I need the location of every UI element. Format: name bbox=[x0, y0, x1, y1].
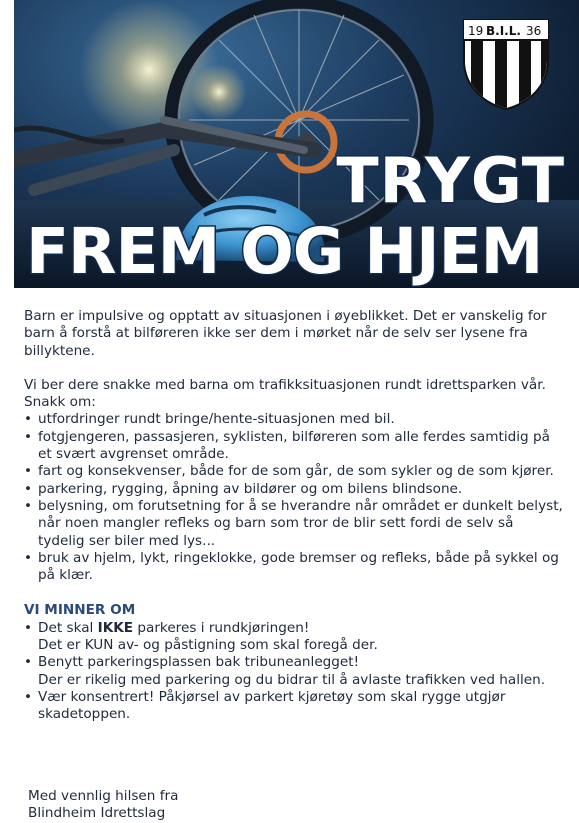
reminder-text: Det skal bbox=[38, 619, 98, 636]
reminder-text: parkeres i rundkjøringen! bbox=[133, 619, 310, 636]
topics-list bbox=[24, 411, 564, 584]
intro-request: Vi ber dere snakke med barna om trafikksituasjonen rundt idrettsparken vår. bbox=[24, 376, 546, 393]
reminder-text: Benytt parkeringsplassen bak tribuneanlegget! bbox=[38, 654, 360, 671]
intro-talk-about: Snakk om: bbox=[24, 394, 96, 411]
reminders-heading: VI MINNER OM bbox=[24, 602, 136, 619]
title-line-2: FREM OG HJEM bbox=[26, 215, 543, 288]
list-item: • fart og konsekvenser, både for de som går, de som sykler og de som kjører. bbox=[24, 463, 564, 480]
reminder-subtext: Det er KUN av- og påstigning som skal foregå der. bbox=[38, 637, 378, 654]
light-glow-small bbox=[191, 64, 247, 120]
reminders-list bbox=[24, 620, 564, 724]
list-item bbox=[24, 620, 564, 655]
logo-year-right: 36 bbox=[526, 24, 542, 38]
logo-name: B.I.L. bbox=[486, 24, 521, 38]
intro-paragraph: Barn er impulsive og opptatt av situasjonen i øyeblikket. Det er vanskelig for barn å forstå at bilføreren ikke ser dem i mørket når de selv ser lysene fra billyktene. bbox=[24, 308, 547, 359]
list-item bbox=[24, 654, 564, 689]
reminder-subtext: Der er rikelig med parkering og du bidrar til å avlaste trafikken ved hallen. bbox=[38, 671, 546, 688]
list-item: • fotgjengeren, passasjeren, syklisten, bilføreren som alle ferdes samtidig på et svært avgrenset område. bbox=[24, 429, 564, 464]
list-item: • parkering, rygging, åpning av bildører og om bilens blindsone. bbox=[24, 481, 564, 498]
title-line-1: TRYGT bbox=[336, 144, 565, 217]
logo-year-left: 19 bbox=[468, 24, 484, 38]
list-item: • utfordringer rundt bringe/hente-situasjonen med bil. bbox=[24, 411, 564, 428]
signature bbox=[28, 788, 178, 823]
bicycle-frame bbox=[14, 120, 314, 190]
list-item: • belysning, om forutsetning for å se hverandre når området er dunkelt belyst, når noen mangler refleks og barn som tror de blir sett fordi de selv så tydelig ser biler med lys... bbox=[24, 498, 564, 550]
list-item: • Vær konsentrert! Påkjørsel av parkert kjøretøy som skal rygge utgjør skadetoppen. bbox=[24, 689, 564, 724]
hero-image bbox=[14, 0, 579, 288]
signature-greeting: Med vennlig hilsen fra bbox=[28, 788, 179, 804]
reminder-emphasis: IKKE bbox=[97, 619, 134, 636]
club-logo bbox=[460, 18, 552, 110]
list-item: • bruk av hjelm, lykt, ringeklokke, gode bremser og refleks, både på sykkel og på klær. bbox=[24, 550, 564, 585]
signature-club: Blindheim Idrettslag bbox=[28, 805, 166, 822]
document-body bbox=[24, 308, 564, 724]
street-light-glow bbox=[79, 0, 219, 140]
